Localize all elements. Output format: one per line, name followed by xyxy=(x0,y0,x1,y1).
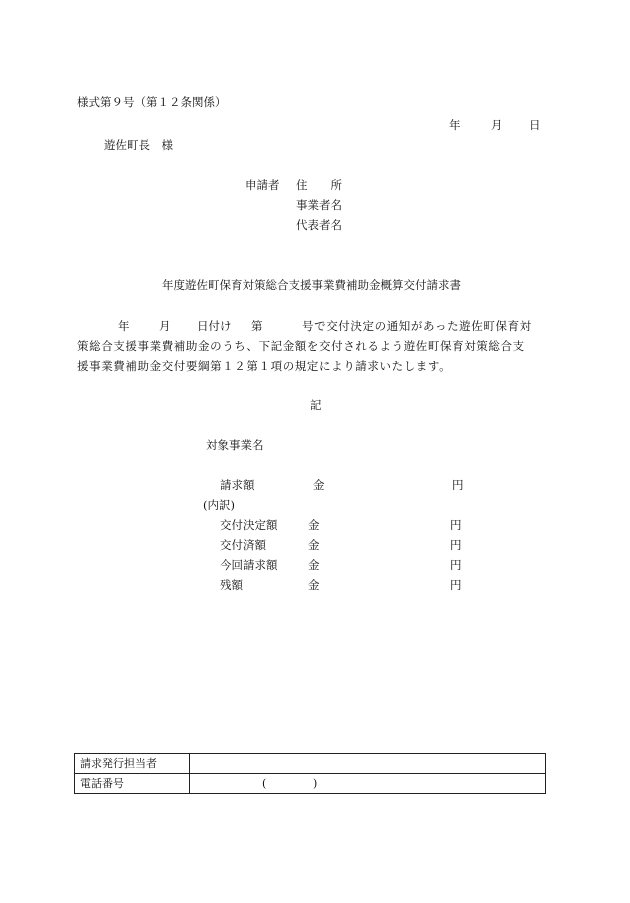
breakdown-kin-1: 金 xyxy=(308,518,320,532)
address-label: 住 所 xyxy=(296,178,342,192)
body-number: 第 xyxy=(251,319,263,333)
phone-paren-open: ( xyxy=(262,777,267,790)
contact-person-field[interactable] xyxy=(190,754,546,774)
breakdown-kin-3: 金 xyxy=(308,558,320,572)
body-month: 月 xyxy=(159,319,171,333)
request-amount-label: 請求額 xyxy=(220,478,255,492)
breakdown-kin-2: 金 xyxy=(308,538,320,552)
body-year: 年 xyxy=(118,319,130,333)
phone-number-label: 電話番号 xyxy=(75,774,190,794)
table-row xyxy=(75,754,546,774)
contact-table xyxy=(74,753,546,794)
document-title: 年度遊佐町保育対策総合支援事業費補助金概算交付請求書 xyxy=(162,278,461,292)
date-day: 日 xyxy=(529,118,541,132)
body-day: 日付け xyxy=(197,319,232,333)
phone-paren-close: ) xyxy=(313,777,318,790)
breakdown-yen-2: 円 xyxy=(450,538,462,552)
breakdown-kin-4: 金 xyxy=(308,578,320,592)
breakdown-yen-3: 円 xyxy=(450,558,462,572)
body-line3: 援事業費補助金交付要綱第１２第１項の規定により請求いたします。 xyxy=(77,359,452,373)
project-name-label: 対象事業名 xyxy=(206,438,264,452)
recipient: 遊佐町長 様 xyxy=(104,138,173,152)
request-amount-kin: 金 xyxy=(313,478,325,492)
body-line1-rest: 号で交付決定の通知があった遊佐町保育対 xyxy=(302,319,532,333)
breakdown-label-4: 残額 xyxy=(220,578,243,592)
contact-person-label: 請求発行担当者 xyxy=(75,754,190,774)
phone-number-field[interactable] xyxy=(190,774,546,794)
breakdown-yen-1: 円 xyxy=(450,518,462,532)
applicant-label: 申請者 xyxy=(245,178,280,192)
breakdown-label: (内訳) xyxy=(203,498,235,512)
body-line2: 策総合支援事業費補助金のうち、下記金額を交付されるよう遊佐町保育対策総合支 xyxy=(77,339,525,353)
breakdown-label-3: 今回請求額 xyxy=(220,558,278,572)
date-year: 年 xyxy=(449,118,461,132)
table-row xyxy=(75,774,546,794)
ki-heading: 記 xyxy=(310,398,322,412)
form-number: 様式第９号（第１２条関係） xyxy=(77,95,227,109)
breakdown-label-2: 交付済額 xyxy=(220,538,266,552)
representative-label: 代表者名 xyxy=(296,218,342,232)
business-name-label: 事業者名 xyxy=(296,198,342,212)
breakdown-yen-4: 円 xyxy=(450,578,462,592)
request-amount-yen: 円 xyxy=(452,478,464,492)
date-month: 月 xyxy=(491,118,503,132)
breakdown-label-1: 交付決定額 xyxy=(220,518,278,532)
